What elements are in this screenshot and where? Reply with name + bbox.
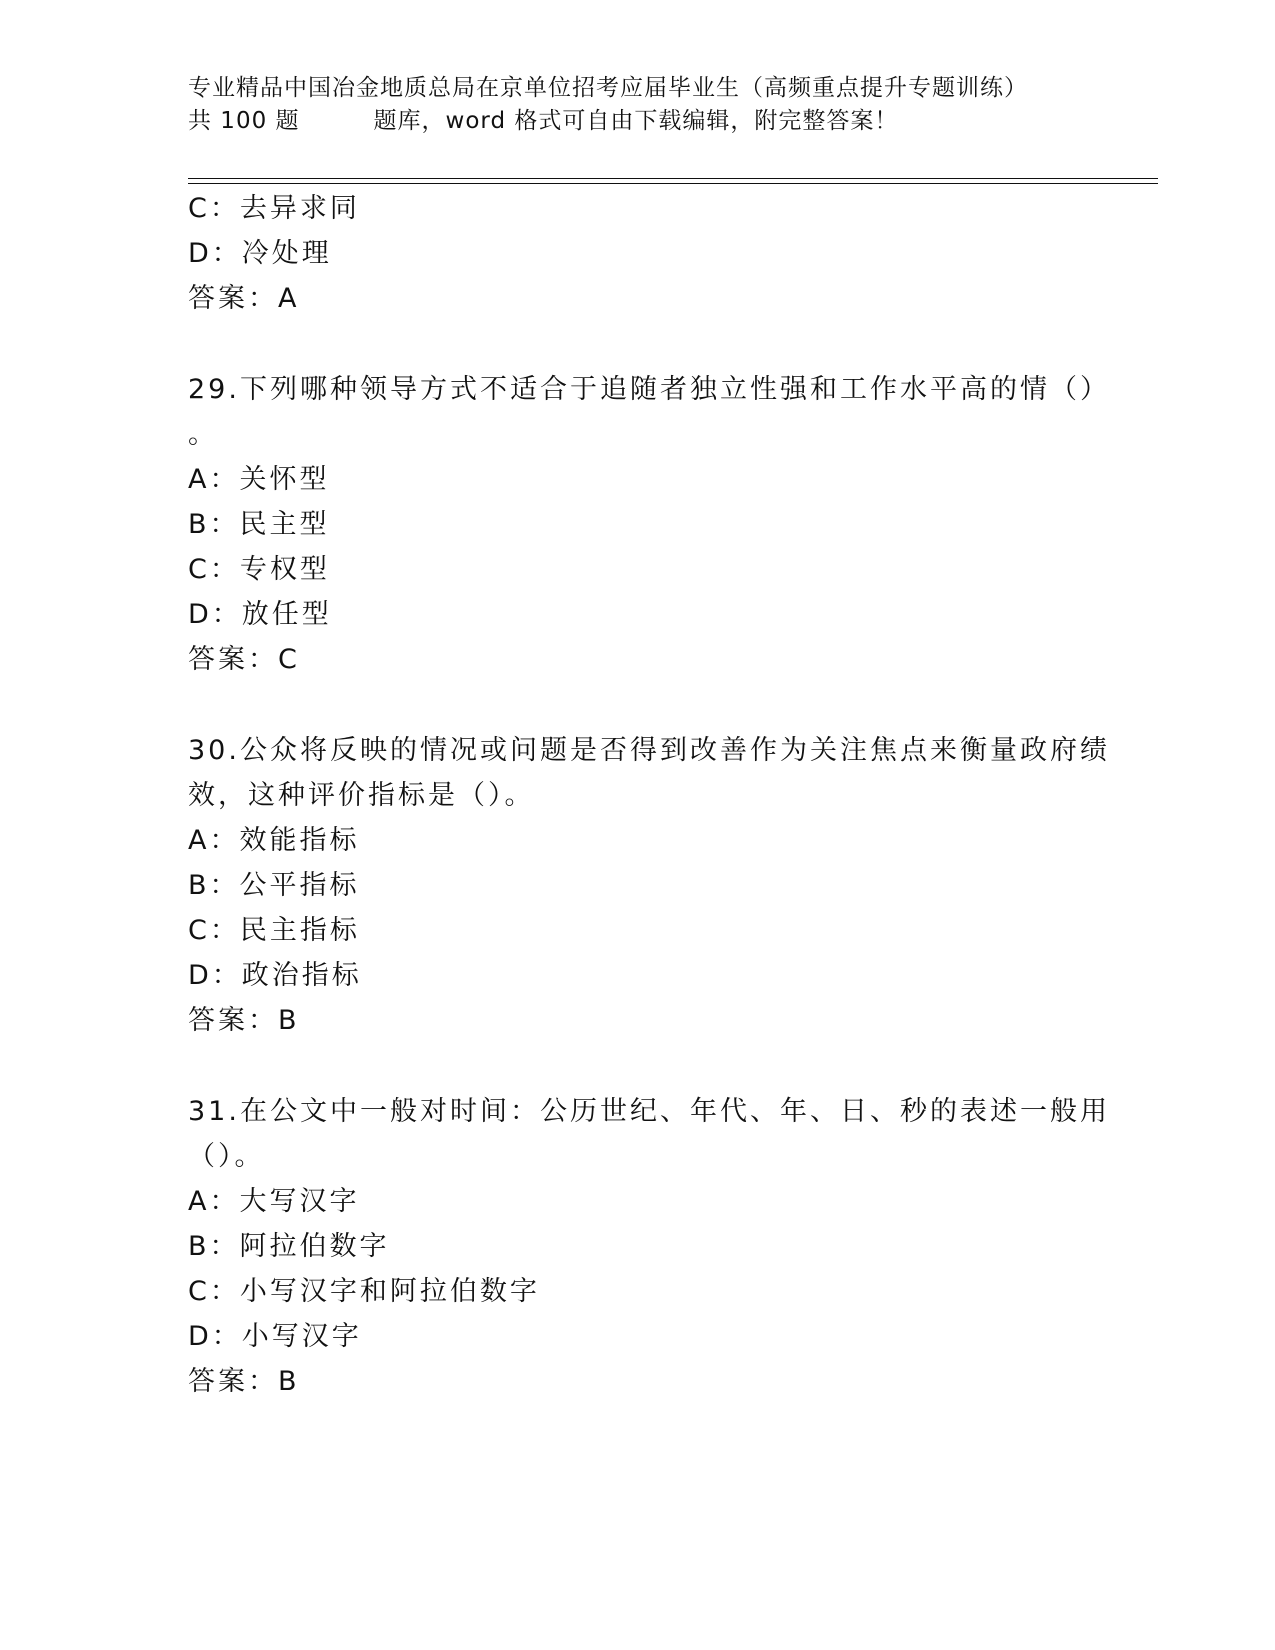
q30-stem-line2: 效，这种评价指标是（）。 <box>188 780 535 811</box>
header-description: 题库，word 格式可自由下载编辑，附完整答案！ <box>373 108 899 134</box>
q30-option-b: B：公平指标 <box>188 870 360 901</box>
question-count: 共 100 题 <box>188 108 300 134</box>
q29-option-d: D：放任型 <box>188 599 332 630</box>
q31-stem-line2: （）。 <box>188 1141 265 1172</box>
q28-option-c: C：去异求同 <box>188 193 360 224</box>
page-header <box>188 72 1158 138</box>
q31-option-c: C：小写汉字和阿拉伯数字 <box>188 1276 540 1307</box>
q29-option-b: B：民主型 <box>188 509 330 540</box>
header-divider-bottom <box>188 183 1158 184</box>
header-title: 专业精品中国冶金地质总局在京单位招考应届毕业生（高频重点提升专题训练） <box>188 75 1028 101</box>
q30-stem-line1: 30.公众将反映的情况或问题是否得到改善作为关注焦点来衡量政府绩 <box>188 735 1110 766</box>
q30-option-c: C：民主指标 <box>188 915 360 946</box>
q31-stem-line1: 31.在公文中一般对时间：公历世纪、年代、年、日、秒的表述一般用 <box>188 1096 1110 1127</box>
header-subtitle <box>188 105 1158 138</box>
q28-answer: 答案：A <box>188 283 300 314</box>
q29-stem-line2: 。 <box>188 419 218 450</box>
q29-option-a: A：关怀型 <box>188 464 330 495</box>
q31-answer: 答案：B <box>188 1366 300 1397</box>
q28-option-d: D：冷处理 <box>188 238 332 269</box>
q29-answer: 答案：C <box>188 644 300 675</box>
q29-stem-line1: 29.下列哪种领导方式不适合于追随者独立性强和工作水平高的情（） <box>188 374 1110 405</box>
q30-answer: 答案：B <box>188 1005 300 1036</box>
q31-option-a: A：大写汉字 <box>188 1186 360 1217</box>
q30-option-a: A：效能指标 <box>188 825 360 856</box>
q31-option-b: B：阿拉伯数字 <box>188 1231 390 1262</box>
header-divider-top <box>188 178 1158 179</box>
q30-option-d: D：政治指标 <box>188 960 362 991</box>
q31-option-d: D：小写汉字 <box>188 1321 362 1352</box>
q29-option-c: C：专权型 <box>188 554 330 585</box>
